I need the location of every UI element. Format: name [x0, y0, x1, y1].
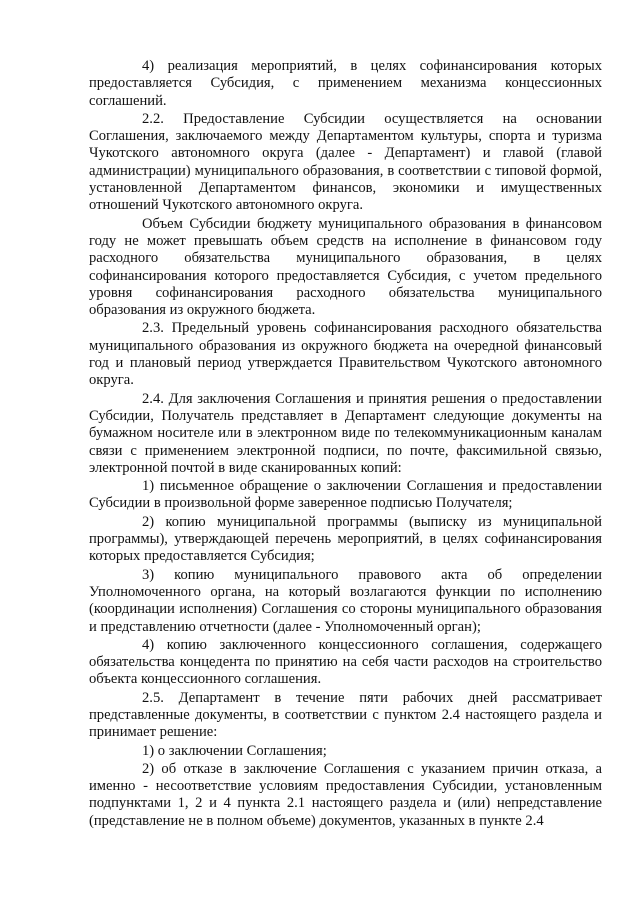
- paragraph-2-2: 2.2. Предоставление Субсидии осуществляется на основании Соглашения, заключаемого между Департаментом культуры, спорта и туризма Чукотского автономного округа (далее - Департамент) и главой (главой администрации) муниципального образования, в соответствии с типовой формой, установленной Департаментом финансов, экономики и имущественных отношений Чукотского автономного округа.: [89, 110, 602, 214]
- paragraph-2-4: 2.4. Для заключения Соглашения и принятия решения о предоставлении Субсидии, Получатель представляет в Департамент следующие документы на бумажном носителе или в электронном виде по телекоммуникационным каналам связи с применением электронной подписи, по почте, факсимильной связью, электронной почтой в виде сканированных копий:: [89, 390, 602, 476]
- list-item-program-copy: 2) копию муниципальной программы (выписку из муниципальной программы), утверждающей перечень мероприятий, в целях софинансирования которых предоставляется Субсидия;: [89, 513, 602, 565]
- list-item-legal-act-copy: 3) копию муниципального правового акта об определении Уполномоченного органа, на который возлагаются функции по исполнению (координации исполнения) Соглашения со стороны муниципального образования и представлению отчетности (далее - Уполномоченный орган);: [89, 566, 602, 635]
- decision-item-conclude: 1) о заключении Соглашения;: [142, 742, 327, 759]
- paragraph-implementation-measures: 4) реализация мероприятий, в целях софинансирования которых предоставляется Субсидия, с применением механизма концессионных соглашений.: [89, 58, 602, 109]
- paragraph-subsidy-volume: Объем Субсидии бюджету муниципального образования в финансовом году не может превышать объем средств на исполнение в финансовом году расходного обязательства муниципального образования, в целях софинансирования которого предоставляется Субсидия, с учетом предельного уровня софинансирования расходного обязательства муниципального образования из окружного бюджета.: [89, 215, 602, 319]
- decision-item-refuse: 2) об отказе в заключение Соглашения с указанием причин отказа, а именно - несоответствие условиям предоставления Субсидии, установленным подпунктами 1, 2 и 4 пункта 2.1 настоящего раздела и (или) непредставление (представление не в полном объеме) документов, указанных в пункте 2.4: [89, 760, 602, 829]
- list-item-concession-agreement: 4) копию заключенного концессионного соглашения, содержащего обязательства концедента по принятию на себя части расходов на строительство объекта концессионного соглашения.: [89, 636, 602, 688]
- paragraph-2-3: 2.3. Предельный уровень софинансирования расходного обязательства муниципального образования из окружного бюджета на очередной финансовый год и плановый период утверждается Правительством Чукотского автономного округа.: [89, 320, 602, 389]
- list-item-written-request: 1) письменное обращение о заключении Соглашения и предоставлении Субсидии в произвольной форме заверенное подписью Получателя;: [89, 478, 602, 512]
- paragraph-2-5: 2.5. Департамент в течение пяти рабочих дней рассматривает представленные документы, в соответствии с пунктом 2.4 настоящего раздела и принимает решение:: [89, 689, 602, 741]
